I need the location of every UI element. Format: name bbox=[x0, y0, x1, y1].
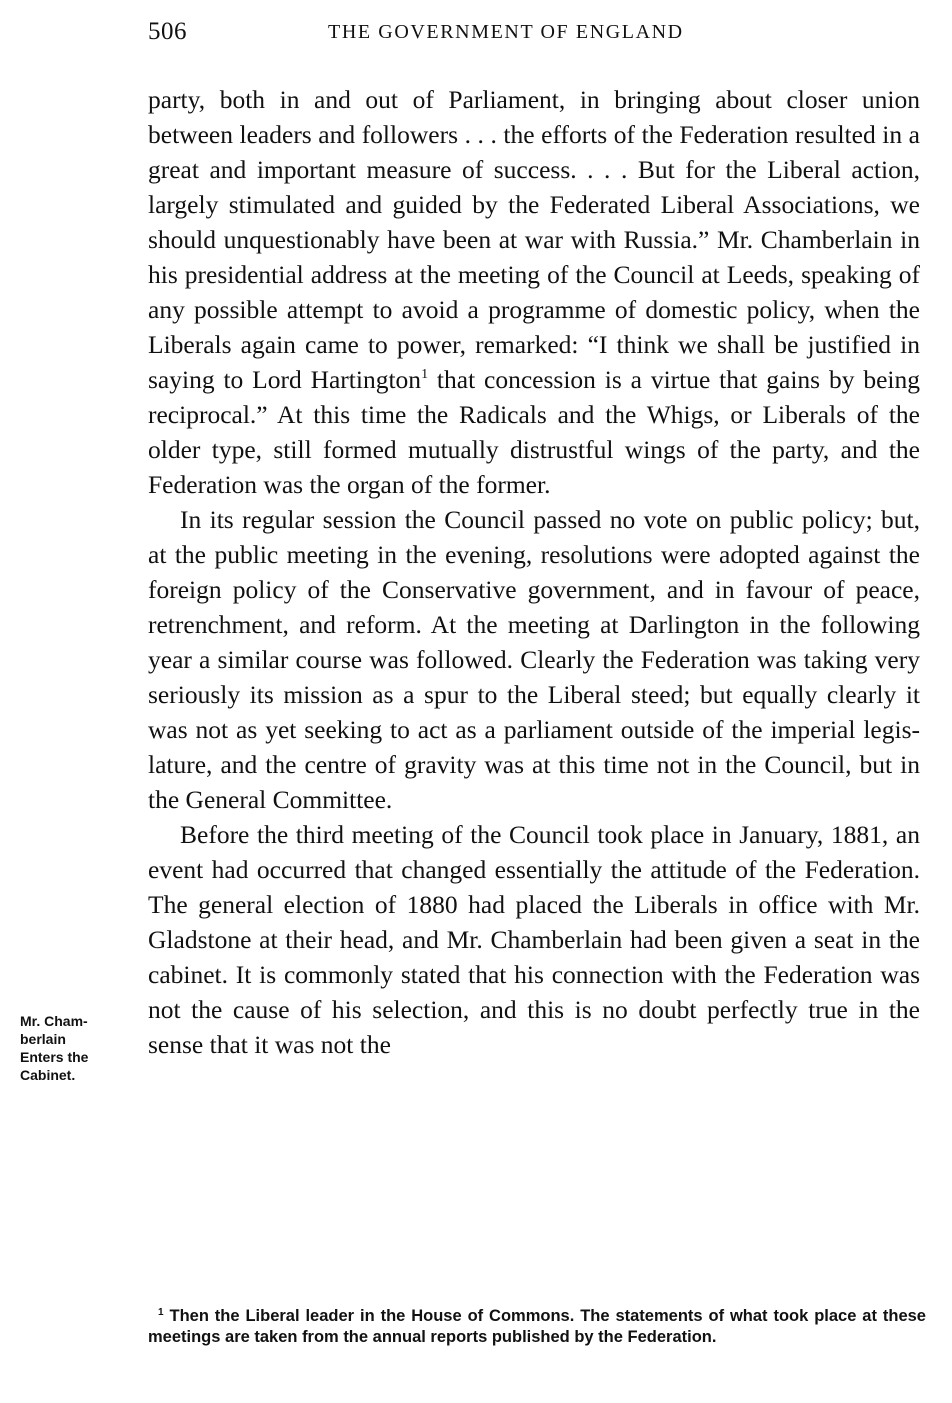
paragraph: In its regular session the Council passed no vote on public policy; but, at the public meeting in the evening, resolutions were adopted against the foreign policy of the Conservative government, and in favour of peace, retrenchment, and reform. At the meeting at Darlington in the following year a similar course was followed. Clearly the Federation was taking very seriously its mission as a spur to the Liberal steed; but equally clearly it was not as yet seeking to act as a parliament outside of the imperial legislature, and the centre of gravity was at this time not in the Council, but in the General Committee. bbox=[148, 505, 920, 814]
paragraph-text: party, both in and out of Parliament, in bringing about closer union between leaders and followers . . . the efforts of the Federation resulted in a great and important measure of success. . . . But for the Liberal action, largely stimulated and guided by the Federated Liberal Associations, we should unquestionably have been at war with Russia.” Mr. Chamberlain in his presidential address at the meeting of the Council at Leeds, speaking of any possible attempt to avoid a programme of domestic policy, when the Liberals again came to power, remarked: “I think we shall be justified in saying to Lord Hartington bbox=[148, 85, 920, 394]
footnote bbox=[148, 1306, 926, 1348]
page-header bbox=[148, 18, 920, 48]
body-text bbox=[148, 82, 920, 1062]
paragraph: Before the third meeting of the Council took place in January, 1881, an event had occurred that changed essentially the attitude of the Federation. The general election of 1880 had placed the Liberals in office with Mr. Gladstone at their head, and Mr. Chamberlain had been given a seat in the cabinet. It is commonly stated that his connection with the Federation was not the cause of his selection, and this is no doubt perfectly true in the sense that it was not the bbox=[148, 820, 920, 1059]
footnote-paragraph bbox=[148, 1306, 926, 1348]
paragraph-continued bbox=[148, 82, 920, 502]
footnote-text: Then the Liberal leader in the House of Commons. The statements of what took place at these meetings are taken from the annual reports published by the Federation. bbox=[148, 1307, 926, 1346]
margin-note-line: Mr. Cham- bbox=[20, 1013, 88, 1029]
footnote-reference: 1 bbox=[421, 367, 429, 382]
page-number: 506 bbox=[148, 18, 187, 45]
margin-note-line: berlain bbox=[20, 1031, 66, 1047]
margin-note-line: Enters the bbox=[20, 1049, 89, 1065]
running-head: THE GOVERNMENT OF ENGLAND bbox=[328, 21, 684, 43]
margin-note-line: Cabinet. bbox=[20, 1067, 76, 1083]
margin-note bbox=[20, 1012, 128, 1084]
paragraph-text: that concession is a virtue that gains by being reciprocal.” At this time the Radicals and the Whigs, or Liberals of the older type, still formed mutually distrustful wings of the party, and the Federation was the organ of the former. bbox=[148, 365, 920, 499]
footnote-marker: 1 bbox=[158, 1307, 164, 1318]
